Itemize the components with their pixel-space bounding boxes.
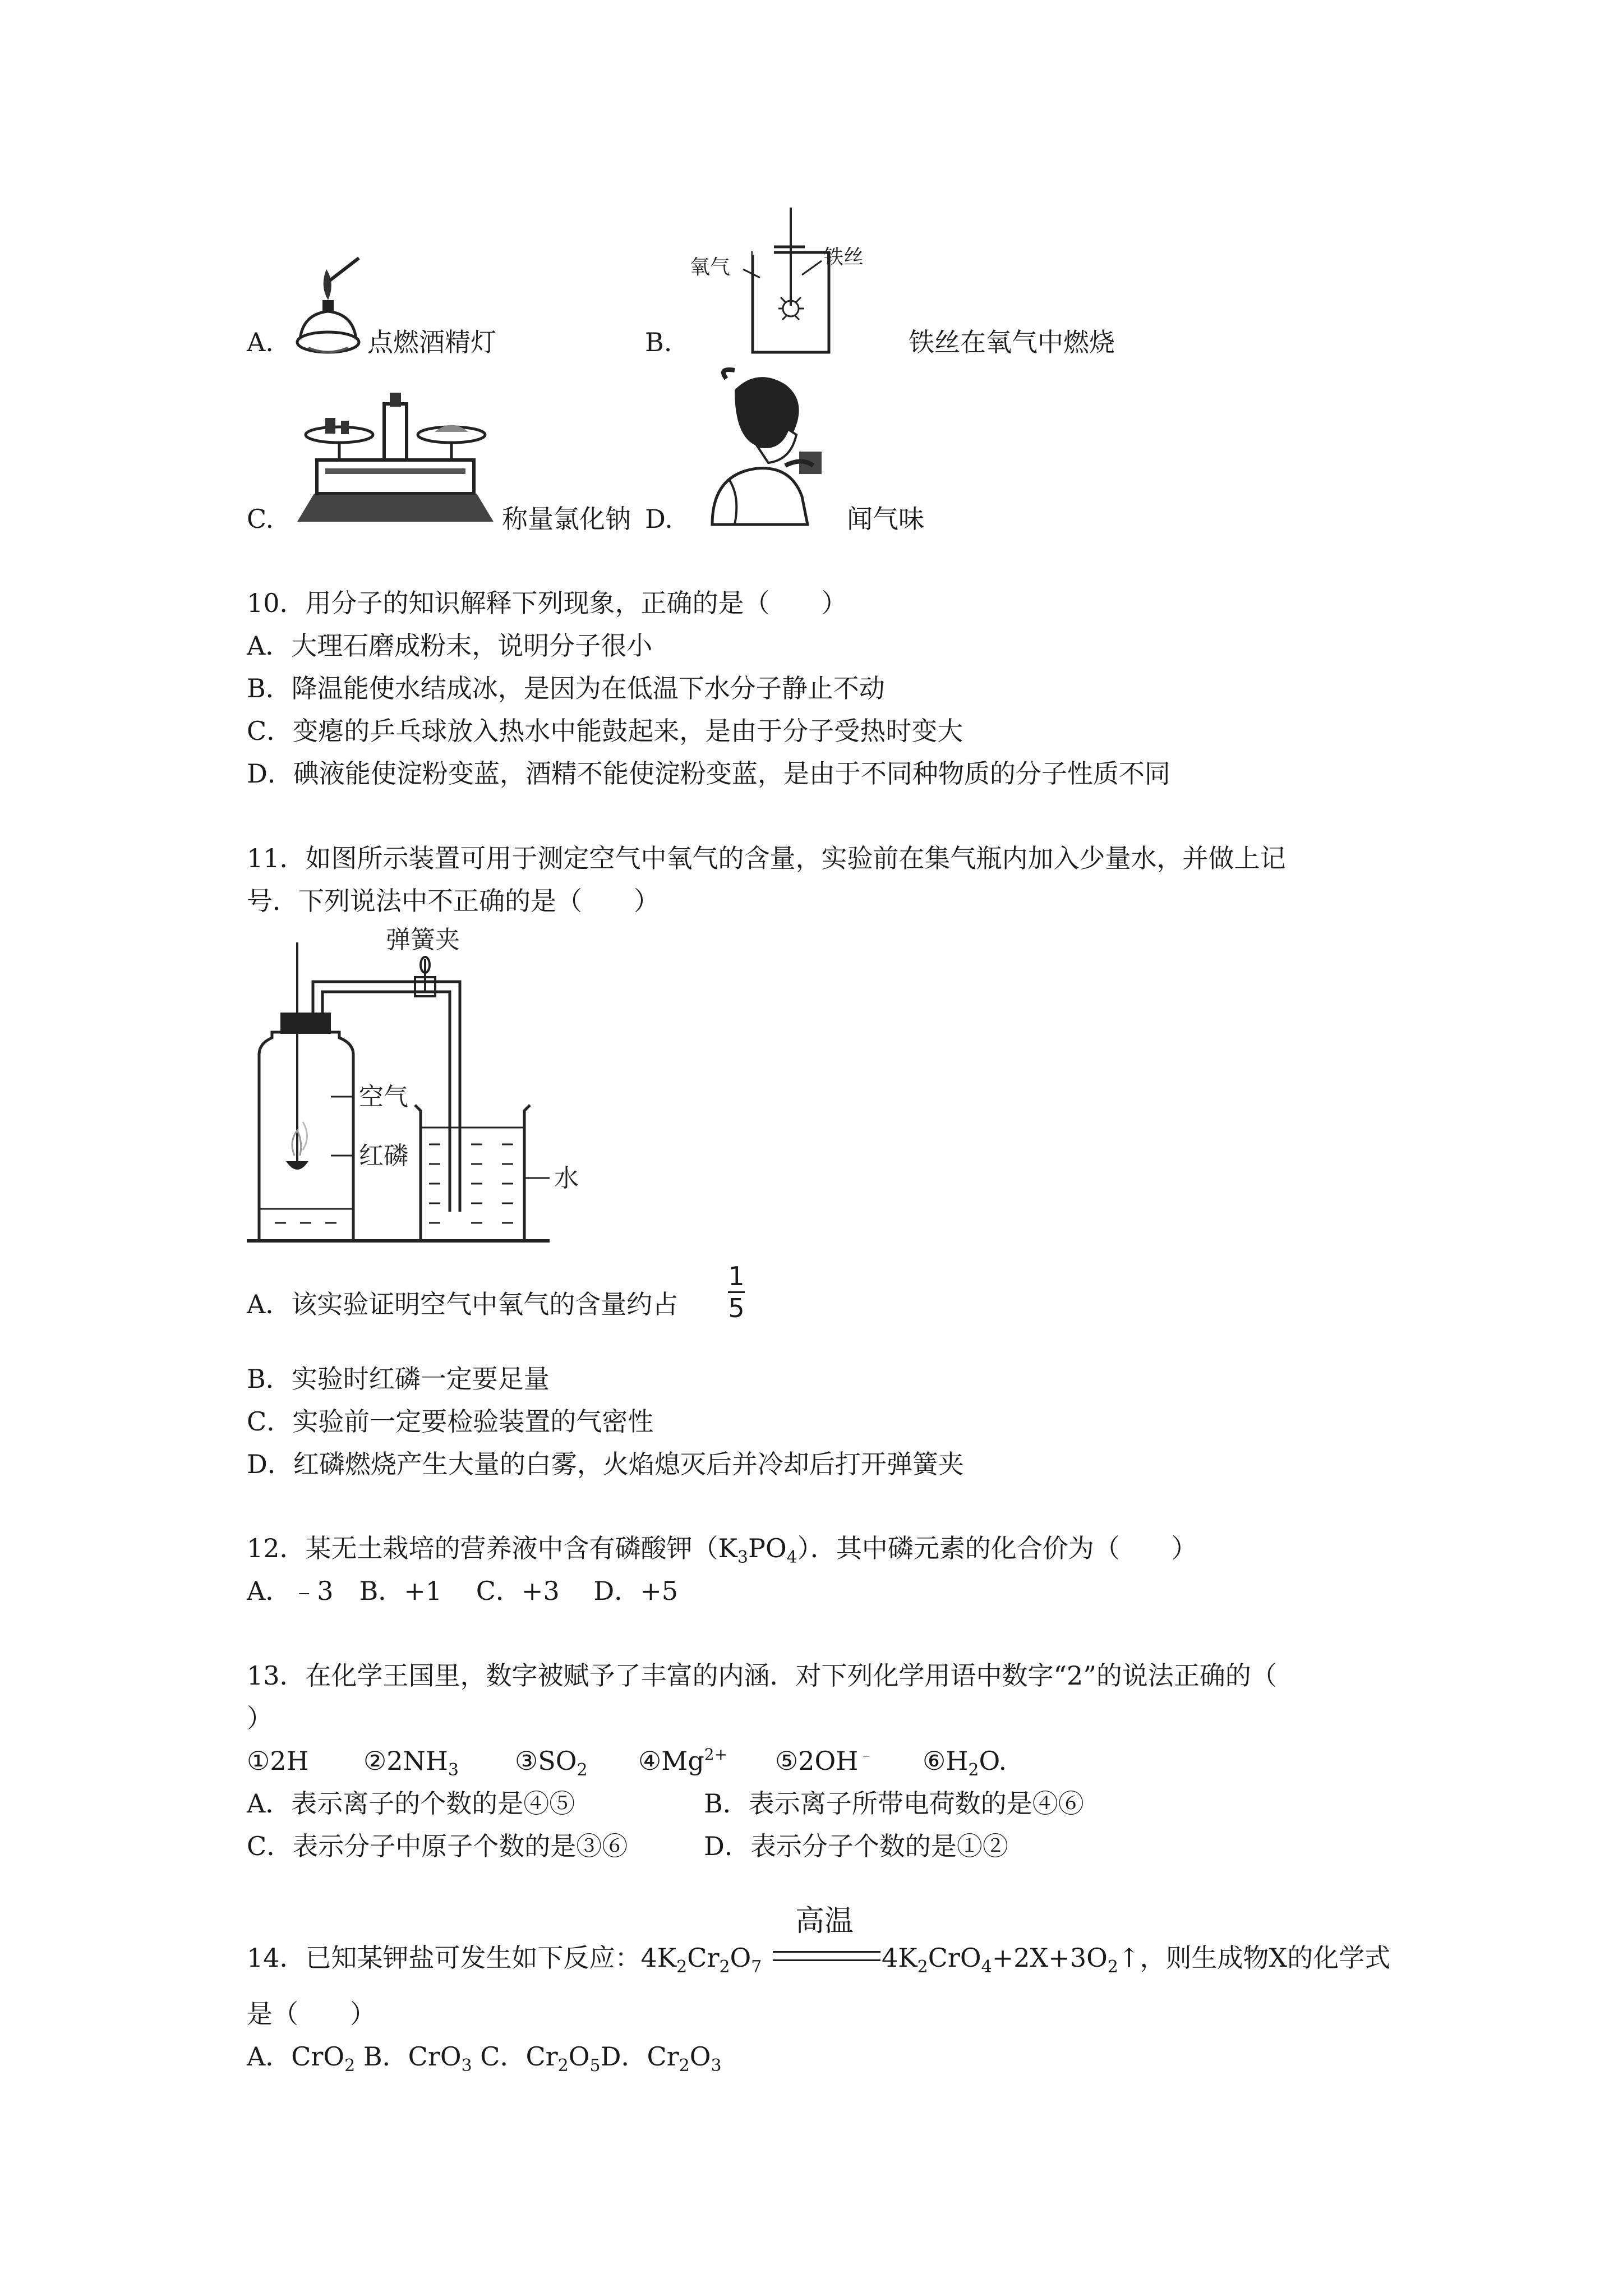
fraction-one-fifth (728, 1262, 745, 1322)
option-caption: 闻气味 (847, 504, 924, 534)
option-c: C．表示分子中原子个数的是③⑥ (247, 1831, 628, 1861)
term-4: $④Mg^{2+}$ (638, 1745, 728, 1776)
option-caption: 点燃酒精灯 (367, 327, 496, 357)
svg-text:氧气: 氧气 (690, 256, 731, 279)
option-a: A．该实验证明空气中氧气的含量约占 (247, 1289, 679, 1319)
option-caption: 称量氯化钠 (502, 504, 631, 534)
alcohol-lamp-image (292, 247, 365, 359)
option-b: B．降温能使水结成冰，是因为在低温下水分子静止不动 (247, 673, 885, 703)
label-spring-clip: 弹簧夹 (386, 926, 460, 954)
fraction-denominator: 5 (728, 1293, 745, 1323)
option-letter: C. (247, 504, 274, 534)
option-letter: B. (645, 327, 672, 357)
question-stem-line1: 11．如图所示装置可用于测定空气中氧气的含量，实验前在集气瓶内加入少量水，并做上记 (247, 843, 1286, 873)
balance-scale-image (292, 387, 499, 527)
option-c: C．实验前一定要检验装置的气密性 (247, 1406, 654, 1437)
svg-text:铁丝: 铁丝 (823, 246, 864, 269)
question-stem-line2: 号．下列说法中不正确的是（ ） (247, 886, 660, 916)
reaction-condition: 高温 (795, 1904, 854, 1938)
term-1: ①2H (247, 1746, 309, 1776)
label-air: 空气 (359, 1083, 408, 1111)
option-letter: A. (247, 327, 274, 357)
oxygen-content-apparatus-image (247, 926, 606, 1257)
option-a: A．表示离子的个数的是④⑤ (247, 1788, 575, 1819)
option-letter: D. (645, 504, 673, 534)
option-d: D．碘液能使淀粉变蓝，酒精不能使淀粉变蓝，是由于不同种物质的分子性质不同 (247, 758, 1170, 789)
smelling-gas-image (695, 367, 841, 527)
term-2: $②2NH_3$ (363, 1746, 459, 1780)
iron-wire-combustion-image (690, 208, 869, 359)
option-d: D．表示分子个数的是①② (704, 1831, 1008, 1861)
label-red-phosphorus: 红磷 (359, 1142, 408, 1170)
fraction-numerator: 1 (728, 1261, 745, 1291)
term-6: $⑥H_2O$. (923, 1746, 1007, 1780)
label-water: 水 (554, 1164, 579, 1193)
term-5: ⑤2OH﹣ (775, 1745, 874, 1776)
option-caption: 铁丝在氧气中燃烧 (909, 327, 1115, 357)
reaction-left: 14．已知某钾盐可发生如下反应：$4K_2Cr_2O_7$ (247, 1943, 762, 1977)
option-b: B．实验时红磷一定要足量 (247, 1364, 550, 1394)
question-stem: 12．某无土栽培的营养液中含有磷酸钾$(K_3PO_4)$．其中磷元素的化合价为（ ） (247, 1533, 1197, 1567)
option-d: D．红磷燃烧产生大量的白雾，火焰熄灭后并冷却后打开弹簧夹 (247, 1449, 964, 1479)
reaction-equals-sign (773, 1951, 880, 1961)
term-3: $③SO_2$ (515, 1746, 588, 1780)
option-b: B．表示离子所带电荷数的是④⑥ (704, 1788, 1084, 1819)
question-stem-line1: 13．在化学王国里，数字被赋予了丰富的内涵．对下列化学用语中数字“2”的说法正确的（ (247, 1660, 1277, 1691)
question-stem-line2: 是（ ） (247, 1999, 376, 2029)
options: A．﹣3 B．+1 C．+3 D．+5 (247, 1576, 679, 1606)
option-c: C．变瘪的乒乓球放入热水中能鼓起来，是由于分子受热时变大 (247, 716, 963, 746)
reaction-right: $4K_2CrO_4+2X+3O_2↑$，则生成物X的化学式 (882, 1943, 1391, 1977)
question-stem-line2: ） (247, 1703, 273, 1733)
option-a: A．大理石磨成粉末，说明分子很小 (247, 631, 653, 661)
options: A．CrO$_2$ B．CrO$_3$ C．$Cr_2O_5D$．$Cr_2O_3$ (247, 2041, 722, 2076)
question-stem: 10．用分子的知识解释下列现象，正确的是（ ） (247, 588, 847, 618)
